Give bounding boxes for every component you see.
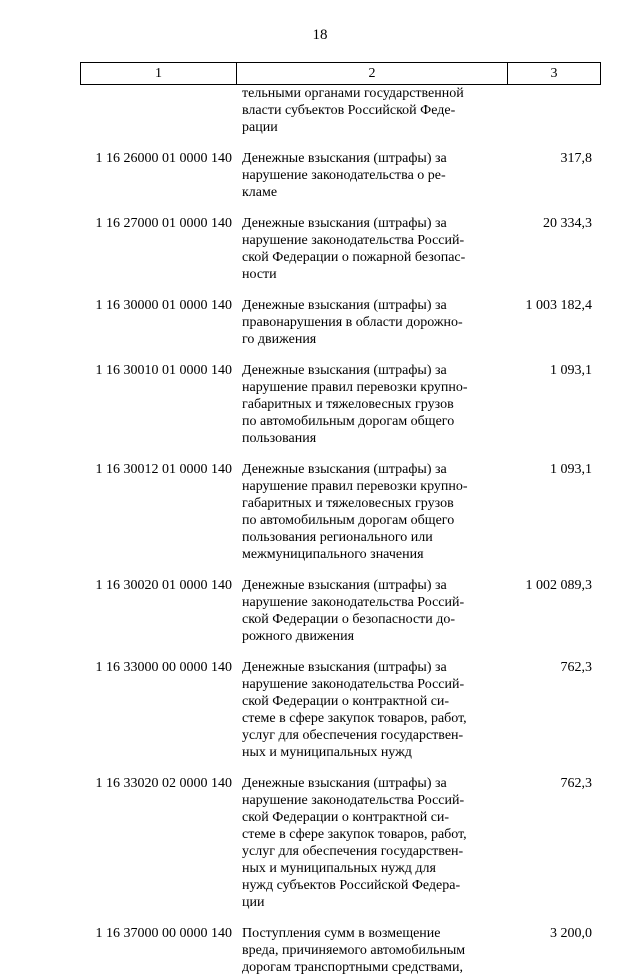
table-header bbox=[80, 62, 601, 85]
description-line: ных и муниципальных нужд bbox=[242, 745, 412, 760]
row-amount: 762,3 bbox=[560, 776, 592, 791]
table-row bbox=[80, 215, 601, 283]
continuation-row bbox=[80, 85, 601, 136]
table-body bbox=[80, 85, 601, 976]
description-line: ской Федерации о контрактной си- bbox=[242, 810, 450, 825]
row-amount: 1 002 089,3 bbox=[525, 578, 592, 593]
description-line: нарушение правил перевозки крупно- bbox=[242, 380, 468, 395]
row-amount: 762,3 bbox=[560, 660, 592, 675]
description-line: Денежные взыскания (штрафы) за bbox=[242, 363, 447, 378]
row-description bbox=[242, 85, 490, 136]
description-line: ской Федерации о контрактной си- bbox=[242, 694, 450, 709]
row-amount bbox=[490, 85, 601, 136]
row-amount: 1 093,1 bbox=[550, 462, 592, 477]
description-line: рожного движения bbox=[242, 629, 355, 644]
header-col-2: 2 bbox=[237, 63, 508, 84]
description-line: габаритных и тяжеловесных грузов bbox=[242, 496, 454, 511]
description-line: дорогам транспортными средствами, bbox=[242, 960, 464, 975]
description-line: нужд субъектов Российской Федера- bbox=[242, 878, 461, 893]
row-description bbox=[242, 925, 490, 976]
description-line: пользования bbox=[242, 431, 317, 446]
row-code: 1 16 27000 01 0000 140 bbox=[95, 216, 232, 231]
table-row bbox=[80, 461, 601, 563]
description-line: услуг для обеспечения государствен- bbox=[242, 728, 464, 743]
row-description bbox=[242, 297, 490, 348]
row-amount: 317,8 bbox=[560, 151, 592, 166]
description-line: го движения bbox=[242, 332, 317, 347]
table-row bbox=[80, 150, 601, 201]
description-line: ных и муниципальных нужд для bbox=[242, 861, 436, 876]
description-line: пользования регионального или bbox=[242, 530, 433, 545]
row-code: 1 16 26000 01 0000 140 bbox=[95, 151, 232, 166]
description-line: власти субъектов Российской Феде- bbox=[242, 103, 456, 118]
description-line: Денежные взыскания (штрафы) за bbox=[242, 578, 447, 593]
description-line: услуг для обеспечения государствен- bbox=[242, 844, 464, 859]
description-line: ности bbox=[242, 267, 277, 282]
row-amount: 1 003 182,4 bbox=[525, 298, 592, 313]
row-code: 1 16 37000 00 0000 140 bbox=[95, 926, 232, 941]
header-col-3: 3 bbox=[550, 66, 558, 81]
row-description bbox=[242, 659, 490, 761]
description-line: нарушение законодательства о ре- bbox=[242, 168, 446, 183]
row-description bbox=[242, 577, 490, 645]
description-line: нарушение законодательства Россий- bbox=[242, 793, 465, 808]
row-description bbox=[242, 362, 490, 447]
description-line: ской Федерации о пожарной безопас- bbox=[242, 250, 466, 265]
row-amount: 1 093,1 bbox=[550, 363, 592, 378]
description-line: нарушение законодательства Россий- bbox=[242, 233, 465, 248]
description-line: по автомобильным дорогам общего bbox=[242, 513, 455, 528]
row-description bbox=[242, 215, 490, 283]
table-row bbox=[80, 362, 601, 447]
description-line: ской Федерации о безопасности до- bbox=[242, 612, 456, 627]
row-code: 1 16 30012 01 0000 140 bbox=[95, 462, 232, 477]
row-amount: 20 334,3 bbox=[543, 216, 592, 231]
description-line: Поступления сумм в возмещение bbox=[242, 926, 441, 941]
row-description bbox=[242, 150, 490, 201]
header-col-1: 1 bbox=[81, 63, 237, 84]
description-line: Денежные взыскания (штрафы) за bbox=[242, 660, 447, 675]
description-line: Денежные взыскания (штрафы) за bbox=[242, 462, 447, 477]
table-row bbox=[80, 297, 601, 348]
description-line: по автомобильным дорогам общего bbox=[242, 414, 455, 429]
description-line: Денежные взыскания (штрафы) за bbox=[242, 298, 447, 313]
row-code bbox=[80, 85, 238, 136]
description-line: Денежные взыскания (штрафы) за bbox=[242, 151, 447, 166]
description-line: правонарушения в области дорожно- bbox=[242, 315, 463, 330]
table-row bbox=[80, 659, 601, 761]
description-line: нарушение законодательства Россий- bbox=[242, 677, 465, 692]
description-line: Денежные взыскания (штрафы) за bbox=[242, 216, 447, 231]
description-line: кламе bbox=[242, 185, 278, 200]
description-line: стеме в сфере закупок товаров, работ, bbox=[242, 827, 467, 842]
description-line: Денежные взыскания (штрафы) за bbox=[242, 776, 447, 791]
row-code: 1 16 30010 01 0000 140 bbox=[95, 363, 232, 378]
row-code: 1 16 30020 01 0000 140 bbox=[95, 578, 232, 593]
description-line: стеме в сфере закупок товаров, работ, bbox=[242, 711, 467, 726]
description-line: габаритных и тяжеловесных грузов bbox=[242, 397, 454, 412]
row-description bbox=[242, 775, 490, 911]
row-code: 1 16 33020 02 0000 140 bbox=[95, 776, 232, 791]
row-code: 1 16 33000 00 0000 140 bbox=[95, 660, 232, 675]
description-line: тельными органами государственной bbox=[242, 86, 464, 101]
description-line: рации bbox=[242, 120, 278, 135]
row-amount: 3 200,0 bbox=[550, 926, 592, 941]
row-description bbox=[242, 461, 490, 563]
description-line: нарушение законодательства Россий- bbox=[242, 595, 465, 610]
table-row bbox=[80, 925, 601, 976]
description-line: ции bbox=[242, 895, 265, 910]
table-row bbox=[80, 775, 601, 911]
description-line: нарушение правил перевозки крупно- bbox=[242, 479, 468, 494]
description-line: вреда, причиняемого автомобильным bbox=[242, 943, 466, 958]
page-number: 18 bbox=[312, 27, 328, 43]
table-row bbox=[80, 577, 601, 645]
description-line: межмуниципального значения bbox=[242, 547, 424, 562]
row-code: 1 16 30000 01 0000 140 bbox=[95, 298, 232, 313]
